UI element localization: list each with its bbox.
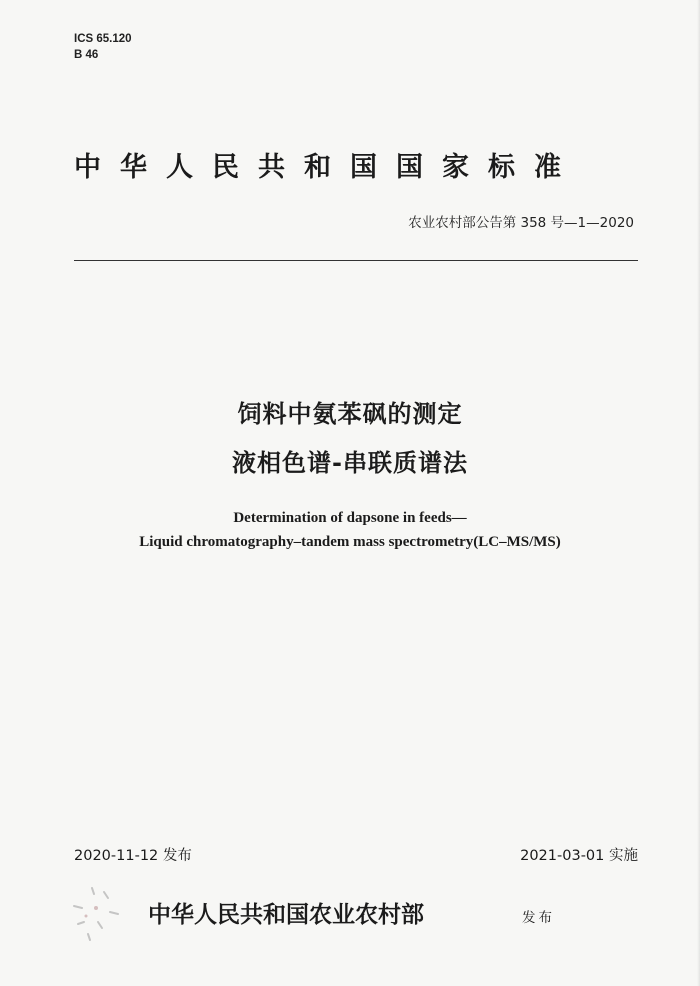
ccs-code: B 46	[74, 49, 99, 61]
faded-seal-stamp-icon	[64, 882, 128, 946]
publisher-name: 中华人民共和国农业农村部	[148, 901, 424, 928]
issue-date: 2020-11-12 发布	[74, 848, 192, 864]
chinese-title-line-2: 液相色谱-串联质谱法	[232, 449, 468, 477]
english-title-line-1: Determination of dapsone in feeds—	[233, 510, 467, 526]
header-divider	[74, 260, 638, 261]
ics-code: ICS 65.120	[74, 33, 132, 45]
chinese-title-line-1: 饲料中氨苯砜的测定	[237, 400, 463, 428]
standard-number: 农业农村部公告第 358 号—1—2020	[408, 215, 634, 231]
english-title-line-2: Liquid chromatography–tandem mass spectrometry(LC–MS/MS)	[139, 534, 561, 550]
classification-codes	[74, 31, 132, 63]
publish-label: 发布	[522, 910, 555, 926]
implementation-date: 2021-03-01 实施	[520, 848, 638, 864]
national-standard-title: 中华人民共和国国家标准	[74, 152, 580, 183]
